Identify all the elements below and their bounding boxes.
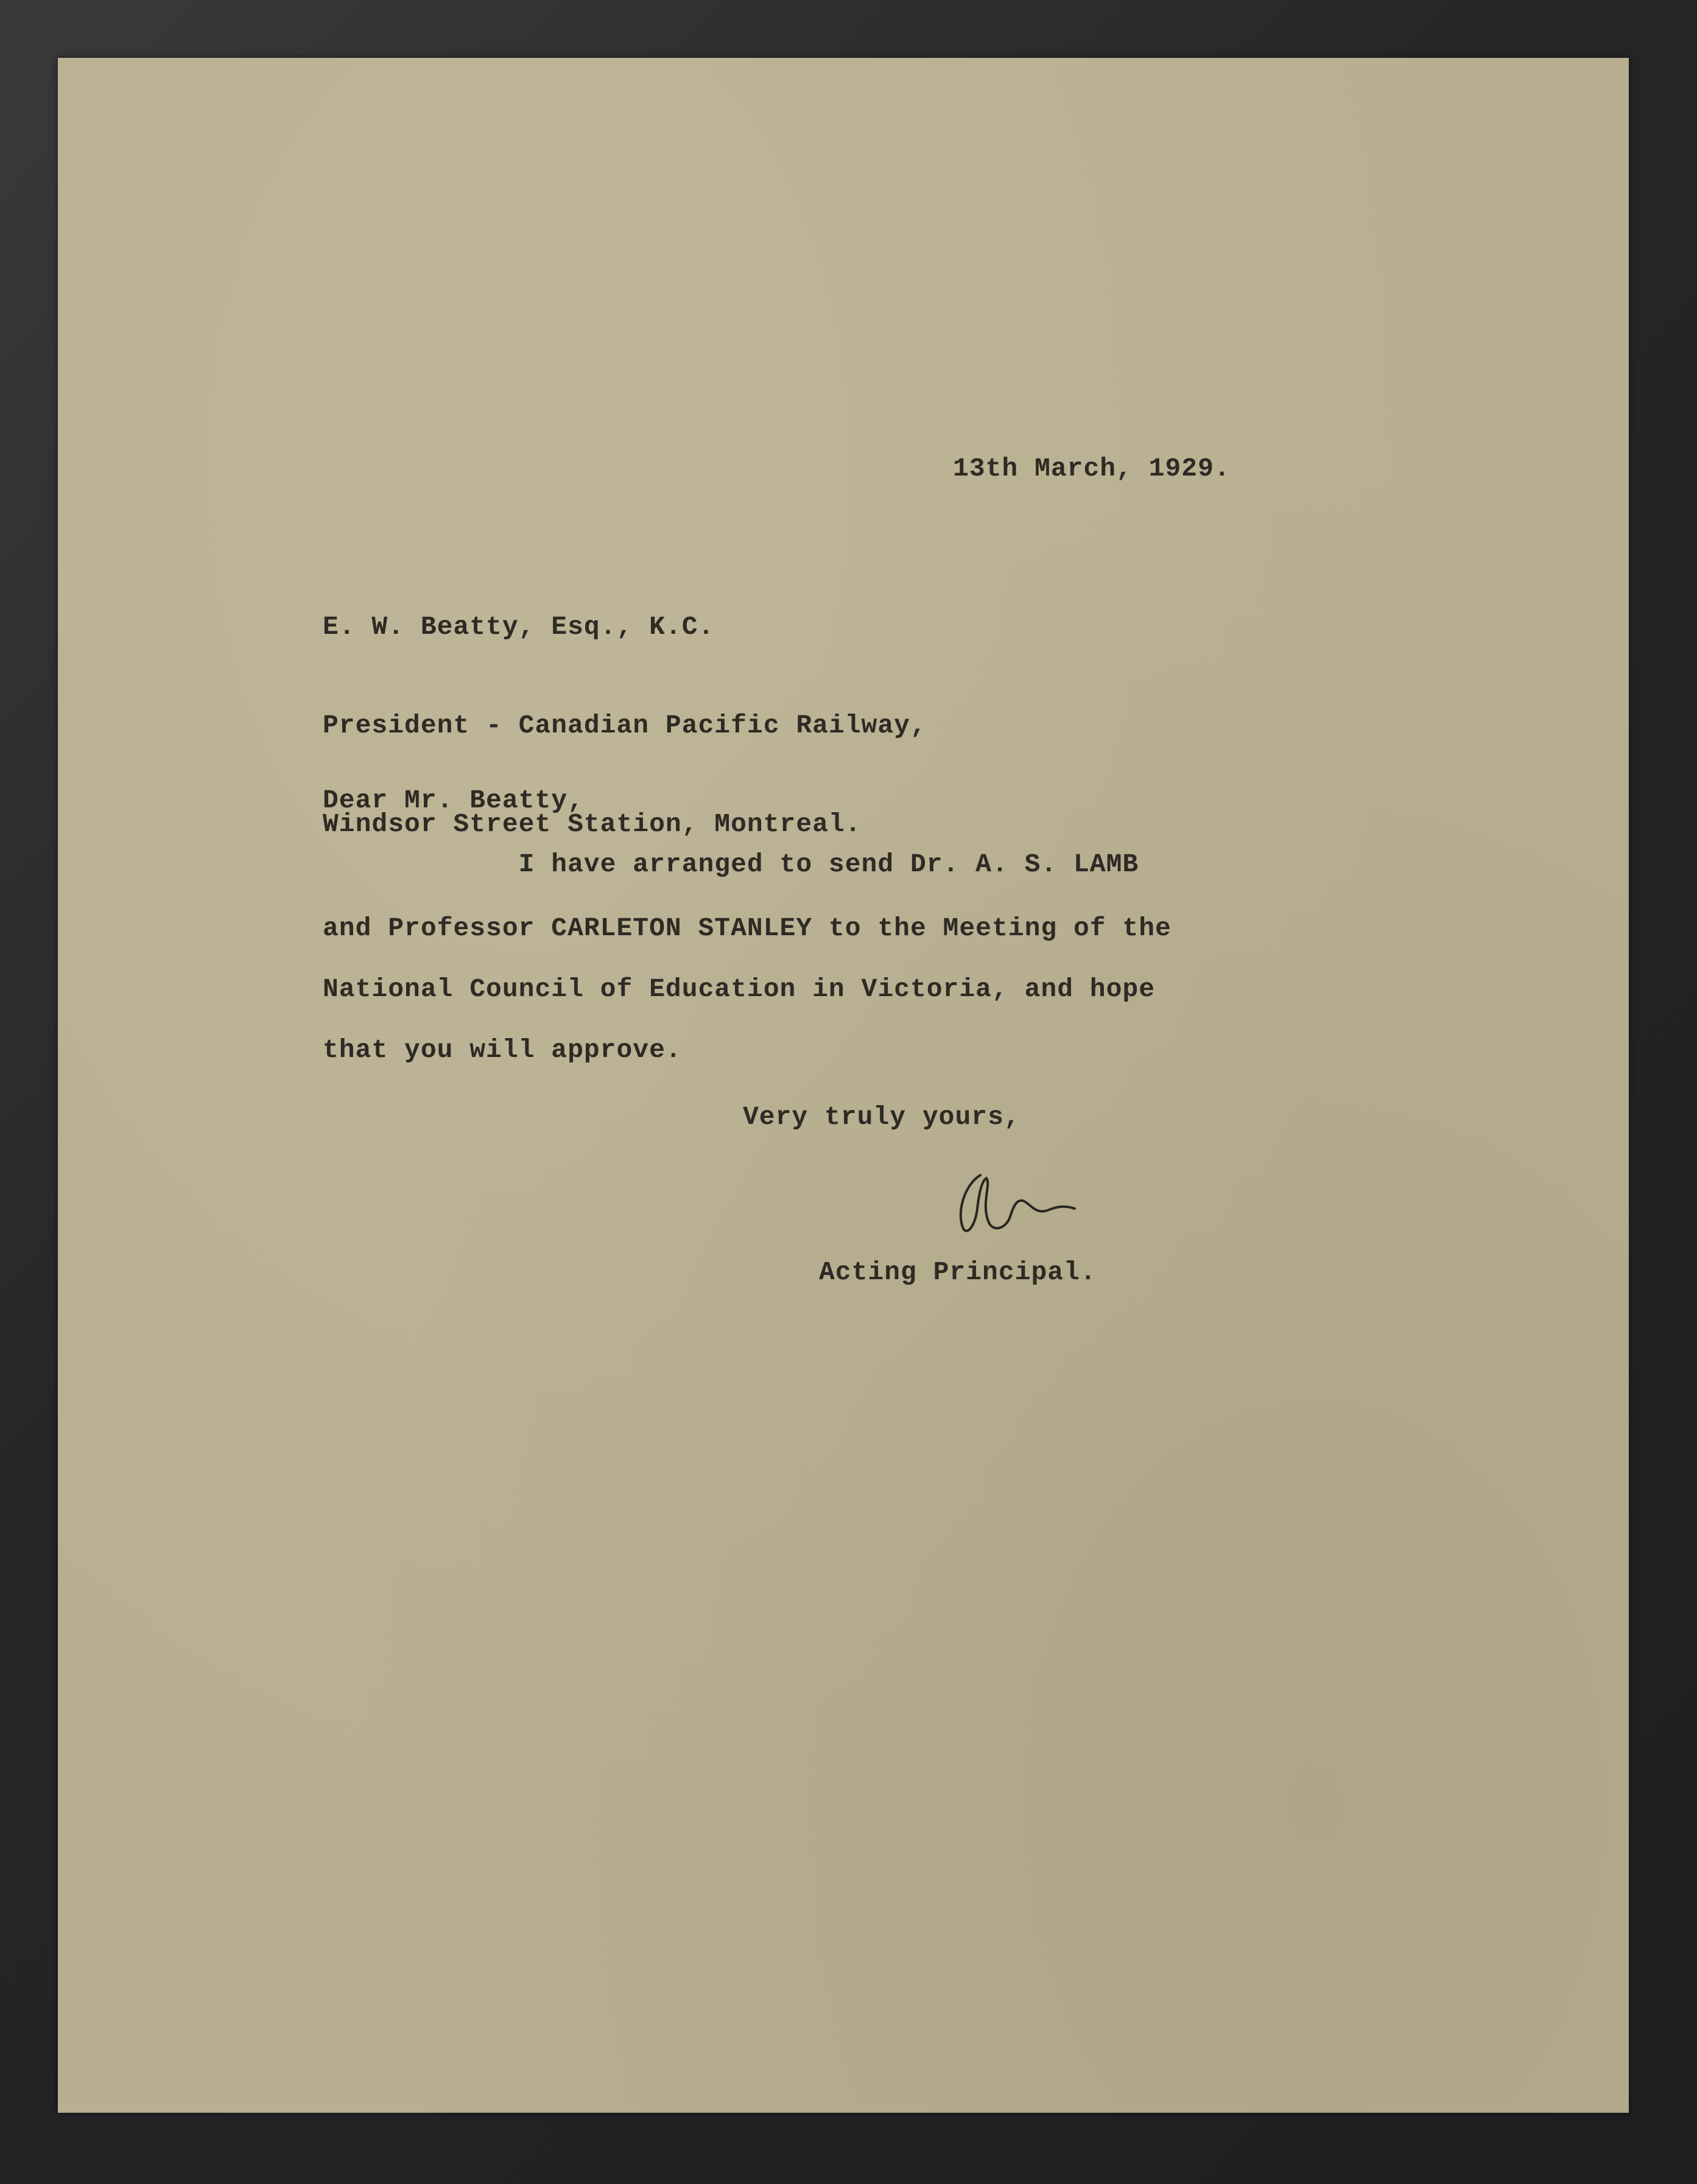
signer-title: Acting Principal. xyxy=(819,1257,1097,1287)
recipient-name: E. W. Beatty, Esq., K.C. xyxy=(323,612,715,642)
recipient-location: Windsor Street Station, Montreal. xyxy=(323,809,862,839)
body-line: I have arranged to send Dr. A. S. LAMB xyxy=(323,849,1139,879)
body-line: that you will approve. xyxy=(323,1035,682,1065)
salutation: Dear Mr. Beatty, xyxy=(323,785,584,815)
letter-sheet xyxy=(58,58,1629,2113)
recipient-position: President - Canadian Pacific Railway, xyxy=(323,711,927,740)
handwritten-signature xyxy=(944,1157,1090,1242)
body-line: National Council of Education in Victoria, and hope xyxy=(323,974,1156,1004)
recipient-address xyxy=(323,545,927,874)
body-line: and Professor CARLETON STANLEY to the Meeting of the xyxy=(323,913,1172,943)
letter-date: 13th March, 1929. xyxy=(953,454,1231,483)
complimentary-close: Very truly yours, xyxy=(743,1102,1021,1132)
